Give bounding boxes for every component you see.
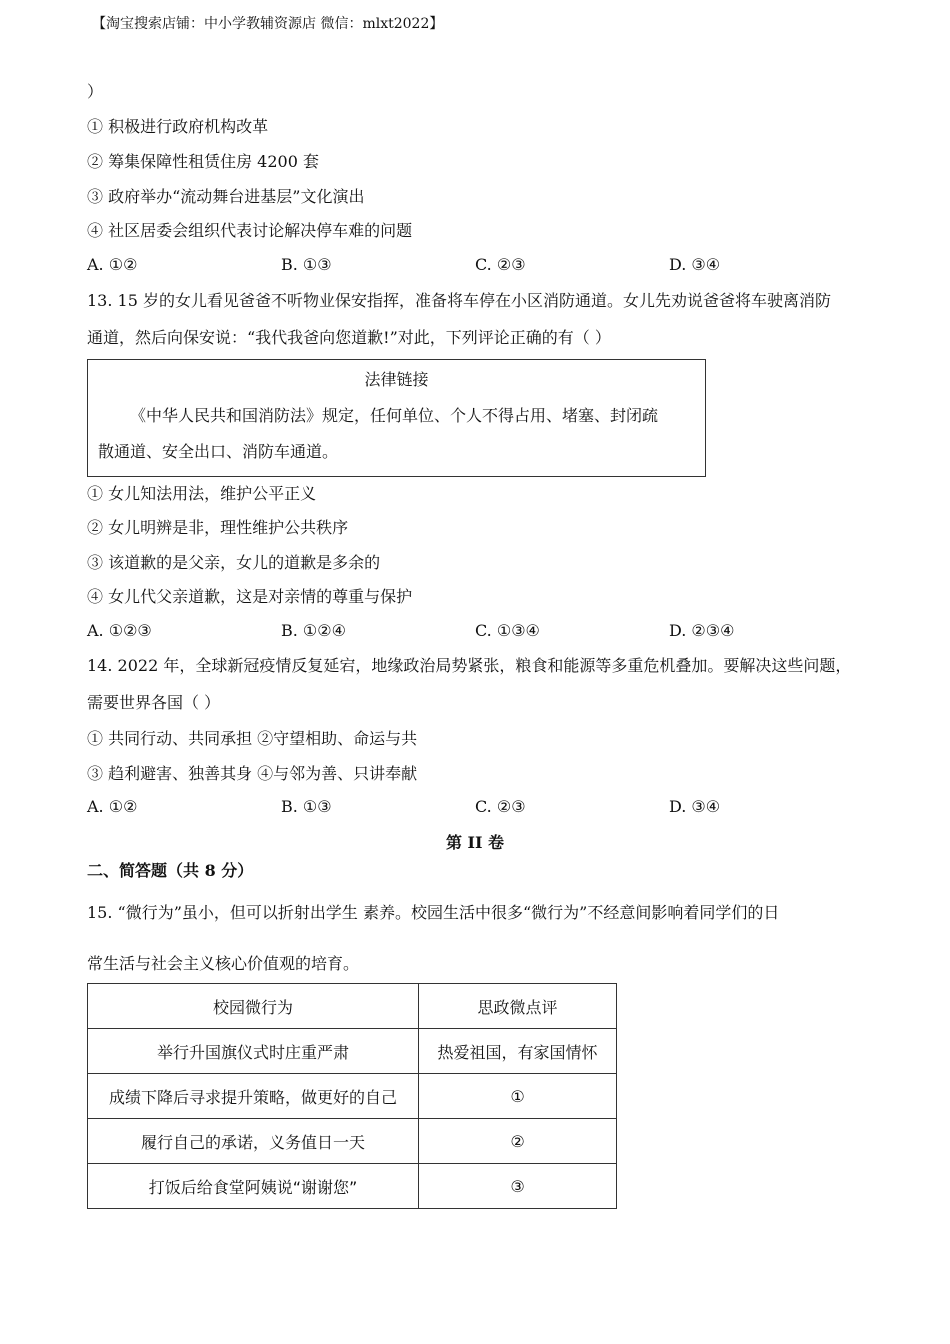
table-cell: 成绩下降后寻求提升策略，做更好的自己 bbox=[88, 1074, 419, 1119]
section-title: 二、简答题（共 8 分） bbox=[87, 861, 254, 880]
column-header: 思政微点评 bbox=[419, 984, 617, 1029]
law-link-text: 《中华人民共和国消防法》规定，任何单位、个人不得占用、堵塞、封闭疏 bbox=[130, 406, 659, 425]
statement-item: ③ 该道歉的是父亲，女儿的道歉是多余的 bbox=[87, 553, 381, 572]
choice-b: B. ①②④ bbox=[281, 621, 346, 640]
question-stem: 13. 15 岁的女儿看见爸爸不听物业保安指挥，准备将车停在小区消防通道。女儿先劝说爸爸将车驶离消防 bbox=[87, 291, 831, 310]
statement-item: ④ 社区居委会组织代表讨论解决停车难的问题 bbox=[87, 221, 413, 240]
statement-item: ④ 女儿代父亲道歉，这是对亲情的尊重与保护 bbox=[87, 587, 413, 606]
choice-c: C. ②③ bbox=[475, 255, 526, 274]
statement-item: ② 女儿明辨是非，理性维护公共秩序 bbox=[87, 518, 349, 537]
law-link-title: 法律链接 bbox=[364, 370, 429, 389]
law-link-box bbox=[87, 359, 706, 477]
choice-d: D. ③④ bbox=[669, 797, 721, 816]
question-stem: 需要世界各国（ ） bbox=[87, 693, 221, 712]
volume-title: 第 II 卷 bbox=[445, 833, 505, 852]
choice-a: A. ①②③ bbox=[87, 621, 152, 640]
table-row bbox=[88, 1074, 617, 1119]
choice-d: D. ②③④ bbox=[669, 621, 735, 640]
law-link-text: 散通道、安全出口、消防车通道。 bbox=[98, 442, 339, 461]
table-cell: 热爱祖国，有家国情怀 bbox=[419, 1029, 617, 1074]
choice-b: B. ①③ bbox=[281, 797, 332, 816]
question-stem: 15. “微行为”虽小，但可以折射出学生 素养。校园生活中很多“微行为”不经意间影响着同学们的日 bbox=[87, 903, 780, 922]
answer-blank: ① bbox=[419, 1074, 617, 1119]
statement-item: ③ 政府举办“流动舞台进基层”文化演出 bbox=[87, 187, 365, 206]
behavior-table bbox=[87, 983, 617, 1209]
table-cell: 举行升国旗仪式时庄重严肃 bbox=[88, 1029, 419, 1074]
table-header-row bbox=[88, 984, 617, 1029]
answer-blank: ② bbox=[419, 1119, 617, 1164]
statement-item: ② 筹集保障性租赁住房 4200 套 bbox=[87, 152, 319, 171]
table-row bbox=[88, 1164, 617, 1209]
statement-row: ③ 趋利避害、独善其身 ④与邻为善、只讲奉献 bbox=[87, 764, 418, 783]
question-stem: 常生活与社会主义核心价值观的培育。 bbox=[87, 954, 360, 973]
table-cell: 打饭后给食堂阿姨说“谢谢您” bbox=[88, 1164, 419, 1209]
table-cell: 履行自己的承诺，义务值日一天 bbox=[88, 1119, 419, 1164]
question-tail: ） bbox=[87, 82, 104, 101]
table-row bbox=[88, 1029, 617, 1074]
choice-a: A. ①② bbox=[87, 255, 138, 274]
answer-blank: ③ bbox=[419, 1164, 617, 1209]
statement-row: ① 共同行动、共同承担 ②守望相助、命运与共 bbox=[87, 729, 418, 748]
choice-d: D. ③④ bbox=[669, 255, 721, 274]
choice-c: C. ②③ bbox=[475, 797, 526, 816]
column-header: 校园微行为 bbox=[88, 984, 419, 1029]
table-row bbox=[88, 1119, 617, 1164]
statement-item: ① 积极进行政府机构改革 bbox=[87, 117, 269, 136]
question-stem: 14. 2022 年，全球新冠疫情反复延宕，地缘政治局势紧张，粮食和能源等多重危机叠加。要解决这些问题， bbox=[87, 656, 852, 675]
choice-b: B. ①③ bbox=[281, 255, 332, 274]
page-header: 【淘宝搜索店铺：中小学教辅资源店 微信：mlxt2022】 bbox=[92, 16, 444, 32]
question-stem: 通道，然后向保安说：“我代我爸向您道歉!”对此，下列评论正确的有（ ） bbox=[87, 328, 611, 347]
choice-c: C. ①③④ bbox=[475, 621, 540, 640]
choice-a: A. ①② bbox=[87, 797, 138, 816]
statement-item: ① 女儿知法用法，维护公平正义 bbox=[87, 484, 317, 503]
